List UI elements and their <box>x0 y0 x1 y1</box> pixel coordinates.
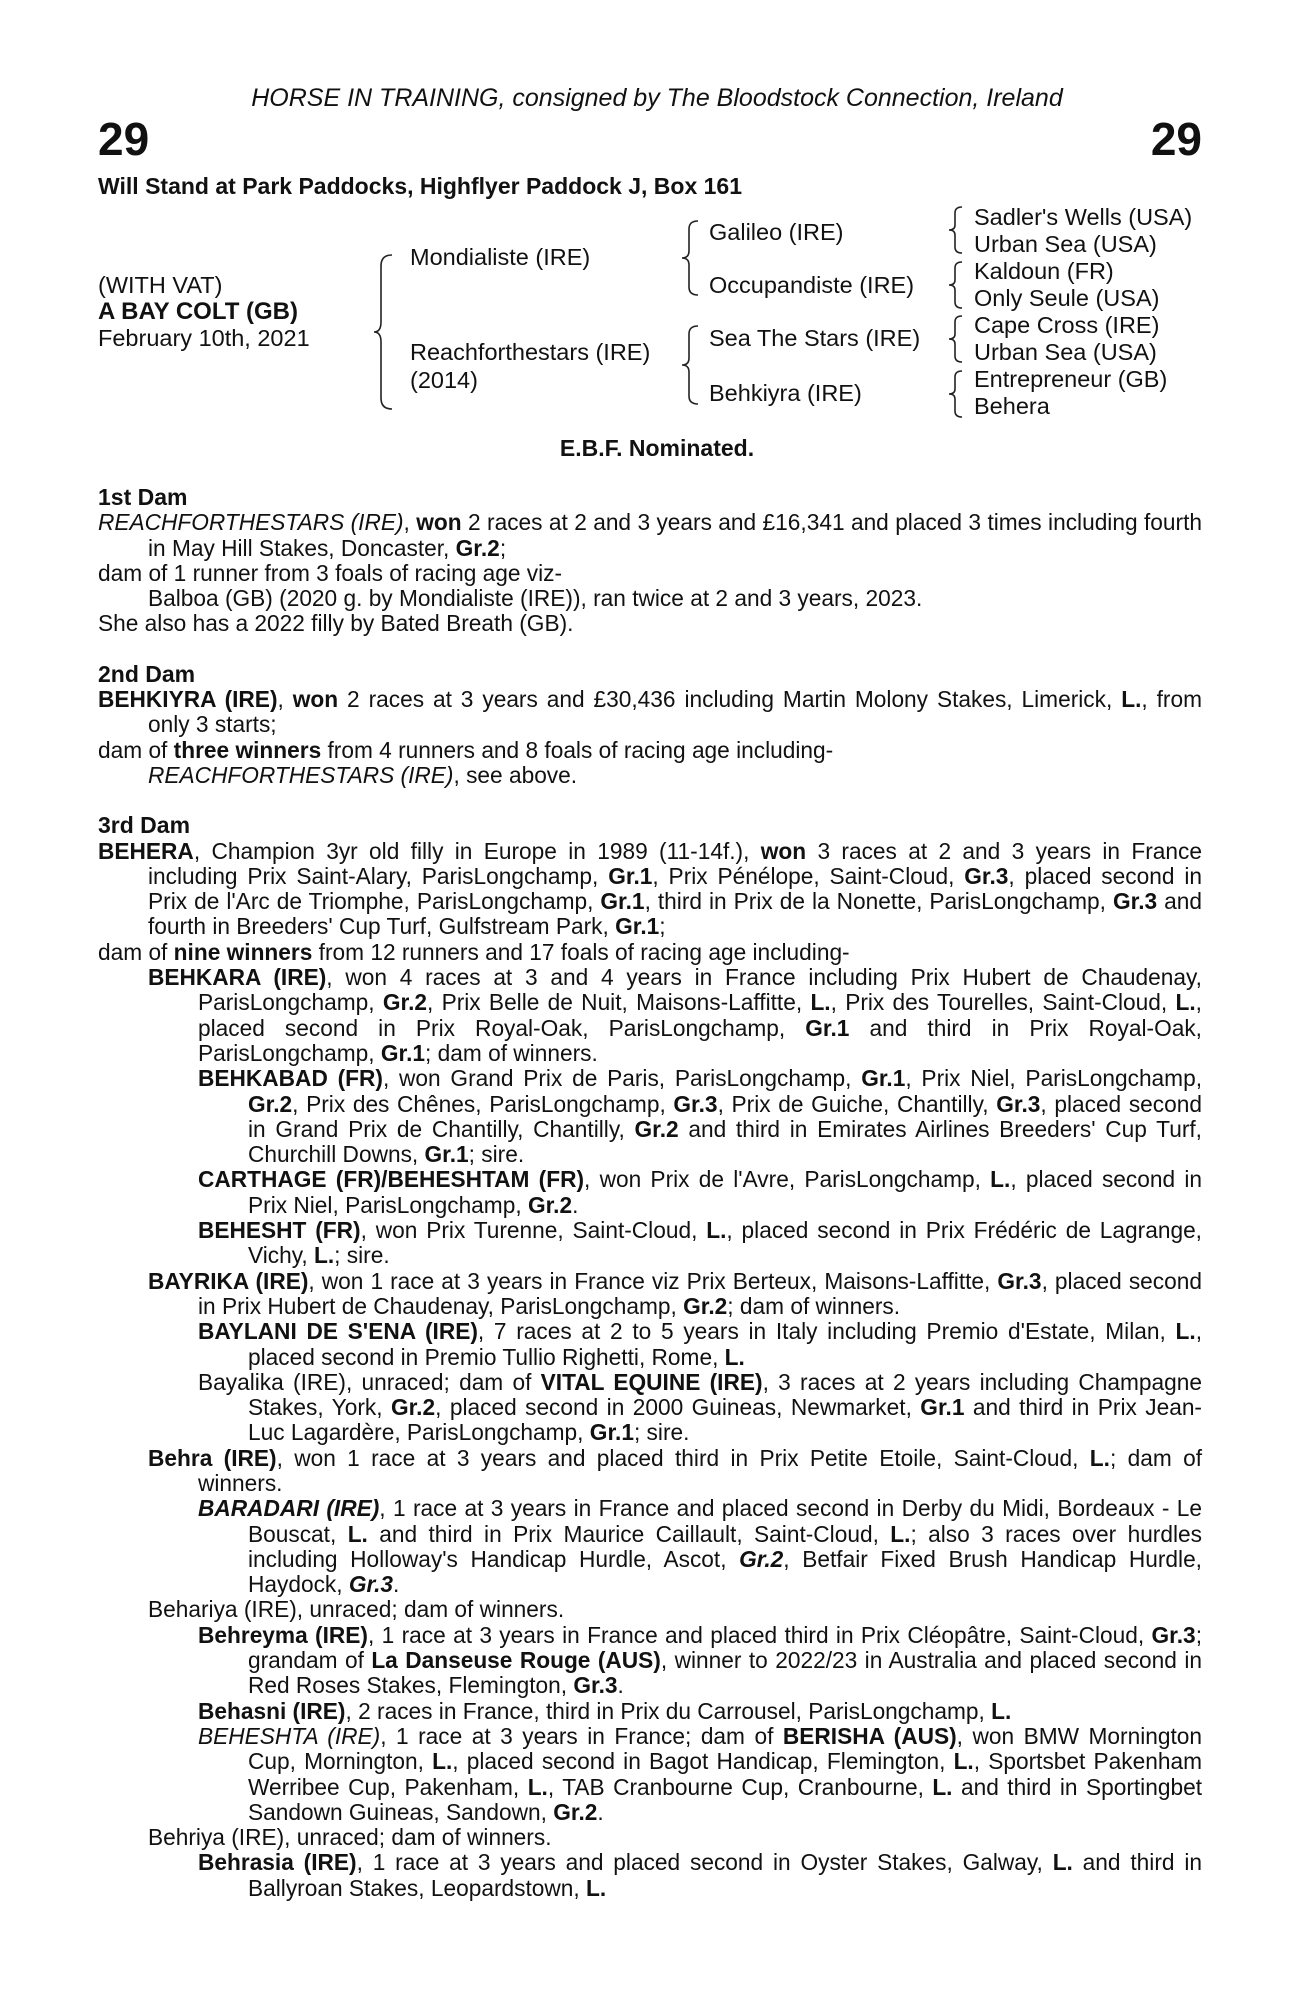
stand-location: Will Stand at Park Paddocks, Highflyer Paddock J, Box 161 <box>98 173 742 199</box>
grade: Gr.1 <box>608 862 653 889</box>
text: , Sportsbet Pakenham Werribee Cup, Pakenham, <box>248 1748 1202 1800</box>
sire-dam-brace <box>372 252 398 412</box>
grade: Gr.1 <box>589 1419 634 1446</box>
sire-dam-dam: Only Seule (USA) <box>974 285 1160 311</box>
grade: L. <box>810 989 831 1016</box>
text: , won 1 race at 3 years and placed third in Prix Petite Etoile, Saint-Cloud, <box>276 1444 1090 1471</box>
grade: Gr.3 <box>673 1090 718 1117</box>
text: , won Prix Turenne, Saint-Cloud, <box>360 1217 707 1244</box>
text: , winner to 2022/23 in Australia and placed second in Red Roses Stakes, Flemington, <box>248 1647 1202 1699</box>
third-dam-heading: 3rd Dam <box>98 812 191 839</box>
sire-sire: Galileo (IRE) <box>709 219 844 245</box>
first-dam-text: 2 races at 2 and 3 years and £16,341 and placed 3 times including fourth in May Hill Stakes, Doncaster, <box>148 509 1202 561</box>
grade: L. <box>1089 1444 1110 1471</box>
text: , Betfair Fixed Brush Handicap Hurdle, Haydock, <box>248 1545 1202 1598</box>
second-dam-text: 2 races at 3 years and £30,436 including Martin Molony Stakes, Limerick, <box>338 686 1122 713</box>
horse-name: Behrasia (IRE) <box>198 1849 357 1876</box>
winners-count: three winners <box>173 736 322 763</box>
text: and third in Ballyroan Stakes, Leopardstown, <box>248 1849 1202 1901</box>
dam-sire-sire: Cape Cross (IRE) <box>974 312 1160 338</box>
ebf-nominated: E.B.F. Nominated. <box>559 435 755 461</box>
text: , Prix des Tourelles, Saint-Cloud, <box>830 989 1176 1016</box>
produce-carthage <box>98 1167 1202 1218</box>
grade: Gr.1 <box>805 1014 850 1041</box>
balboa-entry: Balboa (GB) (2020 g. by Mondialiste (IRE)), ran twice at 2 and 3 years, 2023. <box>148 585 923 612</box>
horse-name: BARADARI (IRE) <box>198 1495 380 1522</box>
first-dam-text: ; <box>499 534 507 561</box>
text: , placed second in Prix Royal-Oak, ParisLongchamp, <box>198 989 1202 1041</box>
produce-behra <box>98 1446 1202 1497</box>
dam-year: (2014) <box>410 367 478 393</box>
grade: L. <box>706 1217 727 1244</box>
text: , won Grand Prix de Paris, ParisLongchamp, <box>382 1065 862 1092</box>
catalogue-body <box>98 485 1202 1901</box>
winners-count: nine winners <box>173 938 313 965</box>
produce-behriya: Behriya (IRE), unraced; dam of winners. <box>148 1824 552 1851</box>
produce-baylani <box>98 1319 1202 1370</box>
text: ; sire. <box>633 1419 690 1446</box>
grade: Gr.2 <box>382 989 427 1016</box>
horse-name: La Danseuse Rouge (AUS) <box>371 1647 661 1674</box>
text: , placed second in Prix de l'Arc de Triomphe, ParisLongchamp, <box>148 862 1202 915</box>
text: , Prix Pénélope, Saint-Cloud, <box>652 862 965 889</box>
first-dam-heading: 1st Dam <box>98 484 188 510</box>
grade: Gr.2 <box>527 1191 573 1218</box>
foaling-date: February 10th, 2021 <box>98 325 310 351</box>
grade: Gr.3 <box>1112 888 1158 915</box>
text: , won 4 races at 3 and 4 years in France including Prix Hubert de Chaudenay, ParisLongchamp, <box>198 964 1202 1016</box>
produce-behkabad <box>98 1066 1202 1167</box>
grade: Gr.2 <box>248 1090 293 1117</box>
grade: Gr.2 <box>553 1798 598 1825</box>
sire-parents-brace <box>680 218 704 298</box>
second-dam-ref <box>98 763 1202 788</box>
text: , 7 races at 2 to 5 years in Italy including Premio d'Estate, Milan, <box>477 1318 1176 1345</box>
text: , won 1 race at 3 years in France viz Prix Berteux, Maisons-Laffitte, <box>308 1267 998 1294</box>
horse-name: BEHESHTA (IRE) <box>198 1722 381 1749</box>
grade: Gr.2 <box>390 1394 436 1421</box>
text: and third in Sportingbet Sandown Guineas, Sandown, <box>248 1773 1202 1825</box>
sire-sire-dam: Urban Sea (USA) <box>974 231 1157 257</box>
grade: Gr.2 <box>455 534 500 561</box>
text: ; also 3 races over hurdles including Holloway's Handicap Hurdle, Ascot, <box>248 1520 1202 1572</box>
grade: Gr.3 <box>348 1571 394 1598</box>
grade: L. <box>991 1697 1012 1724</box>
text: . <box>617 1672 624 1699</box>
grade: L. <box>347 1520 368 1547</box>
grade: L. <box>527 1773 548 1800</box>
produce-bayalika <box>98 1370 1202 1446</box>
ref-name: REACHFORTHESTARS (IRE) <box>148 761 454 788</box>
text: , 1 race at 3 years in France; dam of <box>380 1722 783 1749</box>
horse-name: VITAL EQUINE (IRE) <box>540 1368 763 1395</box>
ss-brace <box>947 204 967 256</box>
text: , Prix de Guiche, Chantilly, <box>717 1090 997 1117</box>
grade: L. <box>1175 989 1196 1016</box>
text: , Prix Belle de Nuit, Maisons-Laffitte, <box>427 989 811 1016</box>
first-dam-produce-line: dam of 1 runner from 3 foals of racing age viz- <box>98 559 563 586</box>
grade: L. <box>586 1874 607 1901</box>
grade: L. <box>990 1166 1011 1193</box>
grade: Gr.3 <box>997 1267 1042 1294</box>
text: , won Prix de l'Avre, ParisLongchamp, <box>584 1166 991 1193</box>
second-dam-entry: BEHKIYRA (IRE), won 2 races at 3 years and £30,436 including Martin Molony Stakes, Limerick, L., from only 3 starts; <box>98 686 1202 738</box>
horse-name: BEHKARA (IRE) <box>148 964 327 991</box>
dam-sire-dam: Urban Sea (USA) <box>974 339 1157 365</box>
grade: L. <box>1121 686 1142 713</box>
third-dam-entry <box>98 839 1202 940</box>
dam: Reachforthestars (IRE) <box>410 339 651 365</box>
text: , placed second in Prix Niel, ParisLongchamp, <box>248 1166 1202 1218</box>
grade: L. <box>724 1343 745 1370</box>
text: , placed second in Grand Prix de Chantilly, Chantilly, <box>248 1090 1202 1142</box>
grade: Gr.2 <box>739 1545 784 1572</box>
catalogue-header: HORSE IN TRAINING, consigned by The Bloodstock Connection, Ireland <box>251 84 1063 112</box>
horse-name: Bayalika (IRE) <box>198 1368 346 1395</box>
dam-dam: Behkiyra (IRE) <box>709 380 862 406</box>
grade: L. <box>932 1773 953 1800</box>
grade: Gr.1 <box>920 1394 965 1421</box>
grade: Gr.3 <box>964 862 1009 889</box>
sire: Mondialiste (IRE) <box>410 244 591 270</box>
won-label: won <box>760 837 807 864</box>
grade: L. <box>1175 1318 1196 1345</box>
vat-note: (WITH VAT) <box>98 272 223 298</box>
lot-number-left: 29 <box>98 113 150 165</box>
text: , unraced; dam of <box>345 1368 541 1395</box>
text: , Prix Niel, ParisLongchamp, <box>905 1065 1202 1092</box>
grade: Gr.1 <box>861 1065 906 1092</box>
second-dam-name: BEHKIYRA (IRE) <box>98 686 278 713</box>
text: , won BMW Mornington Cup, Mornington, <box>248 1722 1203 1775</box>
text: and third in Prix Royal-Oak, ParisLongchamp, <box>198 1014 1202 1066</box>
produce-behreyma <box>98 1623 1202 1699</box>
text: ; dam of winners. <box>425 1039 598 1066</box>
text: 3 races at 2 and 3 years in France including Prix Saint-Alary, ParisLongchamp, <box>148 837 1202 889</box>
first-dam-also: She also has a 2022 filly by Bated Breath (GB). <box>98 610 574 637</box>
sd-brace <box>947 259 967 311</box>
text: from 4 runners and 8 foals of racing age including- <box>321 736 834 763</box>
text: , 2 races in France, third in Prix du Carrousel, ParisLongchamp, <box>345 1697 992 1724</box>
dam-dam-dam: Behera <box>974 393 1050 419</box>
text: , 1 race at 3 years in France and placed third in Prix Cléopâtre, Saint-Cloud, <box>368 1621 1152 1648</box>
horse-name: CARTHAGE (FR)/BEHESHTAM (FR) <box>198 1166 585 1193</box>
horse-name: BAYRIKA (IRE) <box>148 1267 309 1294</box>
grade: Gr.1 <box>424 1141 469 1168</box>
grade: Gr.1 <box>380 1039 426 1066</box>
text: from 12 runners and 17 foals of racing age including- <box>312 938 850 965</box>
text: . <box>572 1191 579 1218</box>
text: ; dam of winners. <box>198 1444 1202 1496</box>
dam-dam-sire: Entrepreneur (GB) <box>974 366 1168 392</box>
text: dam of <box>98 938 174 965</box>
text: , Champion 3yr old filly in Europe in 1989 (11-14f.), <box>193 837 761 864</box>
grade: Gr.3 <box>1151 1621 1196 1648</box>
text: , TAB Cranbourne Cup, Cranbourne, <box>547 1773 933 1800</box>
text: , placed second in Prix Frédéric de Lagrange, Vichy, <box>248 1217 1202 1269</box>
grade: Gr.3 <box>573 1672 618 1699</box>
third-dam-produce-line <box>98 940 1202 965</box>
won-label: won <box>292 686 339 713</box>
second-dam-produce-line <box>98 738 1202 763</box>
horse-name: BEHKABAD (FR) <box>198 1065 383 1092</box>
second-dam-heading: 2nd Dam <box>98 660 196 687</box>
dam-parents-brace <box>680 323 704 407</box>
third-dam-name: BEHERA <box>98 837 194 864</box>
produce-behrasia <box>98 1850 1202 1901</box>
text: ; sire. <box>334 1242 390 1269</box>
grade: Gr.3 <box>996 1090 1041 1117</box>
text: , 3 races at 2 years including Champagne Stakes, York, <box>248 1368 1202 1421</box>
horse-name: BERISHA (AUS) <box>782 1722 957 1749</box>
sire-dam: Occupandiste (IRE) <box>709 272 915 298</box>
grade: Gr.1 <box>600 888 645 915</box>
text: ; sire. <box>468 1141 525 1168</box>
horse-name: BAYLANI DE S'ENA (IRE) <box>198 1318 478 1345</box>
text: ; <box>659 913 666 940</box>
text: , 1 race at 3 years and placed second in Oyster Stakes, Galway, <box>356 1849 1053 1876</box>
text: and fourth in Breeders' Cup Turf, Gulfstream Park, <box>148 888 1202 940</box>
dd-brace <box>947 368 967 420</box>
grade: L. <box>1052 1849 1073 1876</box>
text: , see above. <box>453 761 578 788</box>
grade: L. <box>432 1748 453 1775</box>
produce-beheshta <box>98 1724 1202 1825</box>
produce-bayrika <box>98 1269 1202 1320</box>
grade: Gr.2 <box>634 1115 679 1142</box>
produce-behariya: Behariya (IRE), unraced; dam of winners. <box>148 1596 565 1623</box>
first-dam-name: REACHFORTHESTARS (IRE) <box>98 509 404 536</box>
grade: Gr.1 <box>615 913 660 940</box>
second-dam-text: , from only 3 starts; <box>148 686 1202 738</box>
horse-name: Behreyma (IRE) <box>198 1621 368 1648</box>
grade: L. <box>890 1520 911 1547</box>
text: , placed second in Prix Hubert de Chaudenay, ParisLongchamp, <box>198 1267 1202 1319</box>
ds-brace <box>947 313 967 365</box>
won-label: won <box>416 509 462 536</box>
horse-name: BEHESHT (FR) <box>198 1217 361 1244</box>
text: . <box>393 1571 400 1598</box>
produce-behesht <box>98 1218 1202 1269</box>
produce-baradari <box>98 1496 1202 1597</box>
text: and third in Prix Jean-Luc Lagardère, ParisLongchamp, <box>248 1394 1202 1446</box>
grade: L. <box>953 1748 974 1775</box>
first-dam-entry: REACHFORTHESTARS (IRE), won 2 races at 2 and 3 years and £16,341 and placed 3 times including fourth in May Hill Stakes, Doncaster, Gr.2; <box>98 509 1202 561</box>
text: and third in Emirates Airlines Breeders' Cup Turf, Churchill Downs, <box>248 1115 1202 1168</box>
horse-name: Behasni (IRE) <box>198 1697 346 1724</box>
dam-sire: Sea The Stars (IRE) <box>709 325 921 351</box>
text: and third in Prix Maurice Caillault, Saint-Cloud, <box>367 1520 891 1547</box>
produce-behkara <box>98 965 1202 1066</box>
text: , Prix des Chênes, ParisLongchamp, <box>292 1090 674 1117</box>
grade: Gr.2 <box>683 1292 728 1319</box>
text: . <box>597 1798 604 1825</box>
text: , placed second in 2000 Guineas, Newmarket, <box>435 1394 921 1421</box>
text: , third in Prix de la Nonette, ParisLongchamp, <box>644 888 1113 915</box>
sire-sire-sire: Sadler's Wells (USA) <box>974 204 1193 230</box>
text: dam of <box>98 736 174 763</box>
text: , placed second in Bagot Handicap, Flemington, <box>452 1748 954 1775</box>
horse-name: Behra (IRE) <box>148 1444 277 1471</box>
lot-number-right: 29 <box>1150 113 1202 165</box>
grade: L. <box>314 1242 335 1269</box>
text: ; dam of winners. <box>727 1292 901 1319</box>
sire-dam-sire: Kaldoun (FR) <box>974 258 1114 284</box>
produce-behasni <box>98 1699 1202 1724</box>
horse-name: A BAY COLT (GB) <box>98 298 299 325</box>
text: , placed second in Premio Tullio Righetti, Rome, <box>248 1318 1202 1370</box>
text: , 1 race at 3 years in France and placed second in Derby du Midi, Bordeaux - Le Bouscat, <box>248 1495 1202 1547</box>
text: ; grandam of <box>248 1621 1202 1674</box>
